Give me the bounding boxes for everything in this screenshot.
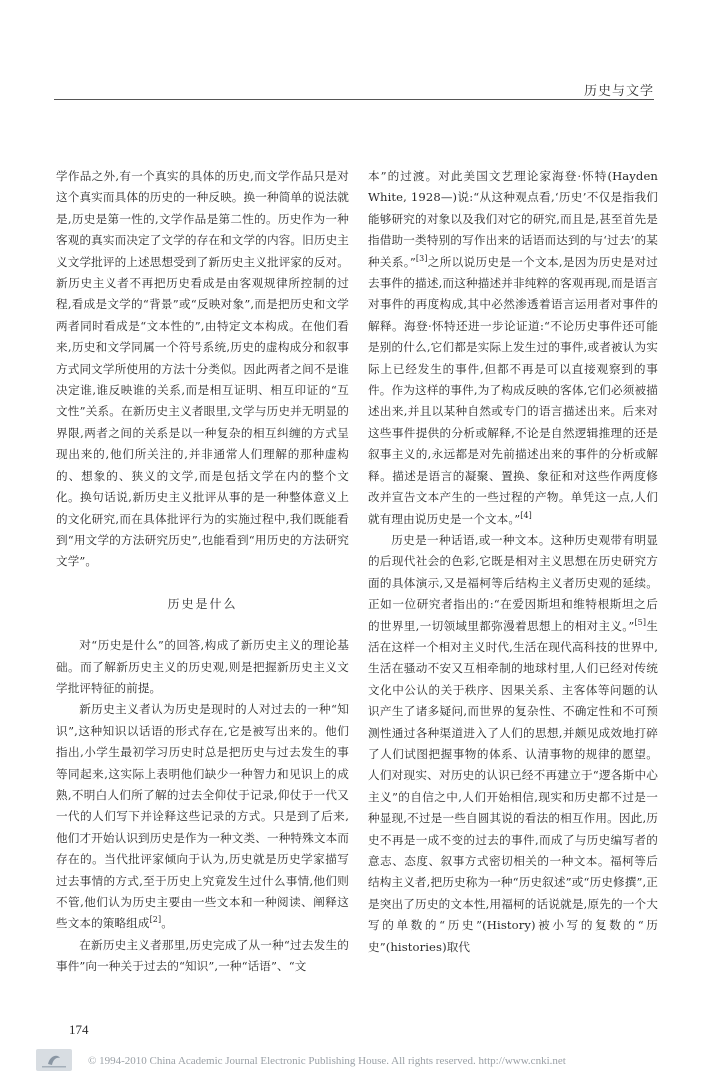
right-paragraph-2-text-a: 历史是一种话语,或一种文本。这种历史观带有明显的后现代社会的色彩,它既是相对主义思想在历史研究方面的具体演示,又是福柯等后结构主义者历史观的延续。正如一位研究者指出的:“在爱因斯坦和维特根斯坦之后的世界里,一切领域里都弥漫着思想上的相对主义。” (368, 532, 658, 633)
left-column (56, 166, 349, 978)
left-paragraph-3-end: 。 (161, 916, 173, 931)
page-number: 174 (69, 1022, 89, 1037)
header-rule (54, 99, 654, 100)
right-paragraph-1-text-b: 之所以说历史是一个文本,是因为历史是对过去事件的描述,而这种描述并非纯粹的客观再现,而是语言对事件的再度构成,其中必然渗透着语言运用者对事件的解释。海登·怀特还进一步论证道:“不论历史事件还可能是别的什么,它们都是实际上发生过的事件,或者被认为实际上已经发生的事件,但都不再是可以直接观察到的事件。作为这样的事件,为了构成反映的客体,它们必须被描述出来,并且以某种自然或专门的语言描述出来。后来对这些事件提供的分析或解释,不论是自然逻辑推理的还是叙事主义的,永远都是对先前描述出来的事件的分析或解释。描述是语言的凝聚、置换、象征和对这些作两度修改并宣告文本产生的一些过程的产物。单凭这一点,人们就有理由说历史是一个文本。” (368, 254, 658, 526)
left-paragraph-4: 在新历史主义者那里,历史完成了从一种“过去发生的事件”向一种关于过去的“知识”,一种“话语”、“文 (56, 937, 349, 974)
section-heading: 历史是什么 (167, 596, 238, 611)
citation-5: [5] (634, 617, 647, 627)
right-paragraph-2 (368, 530, 658, 958)
right-column (368, 166, 658, 958)
right-paragraph-1 (368, 166, 658, 530)
citation-2: [2] (149, 915, 162, 925)
left-paragraph-1: 学作品之外,有一个真实的具体的历史,而文学作品只是对这个真实而具体的历史的一种反映。换一种简单的说法就是,历史是第一性的,文学作品是第二性的。历史作为一种客观的真实而决定了文学的存在和文学的内容。旧历史主义文学批评的上述思想受到了新历史主义批评家的反对。新历史主义者不再把历史看成是由客观规律所控制的过程,看成是文学的“背景”或“反映对象”,而是把历史和文学两者同时看成是“文本性的”,由特定文本构成。在他们看来,历史和文学同属一个符号系统,历史的虚构成分和叙事方式同文学所使用的方法十分类似。因此两者之间不是谁决定谁,谁反映谁的关系,而是相互证明、相互印证的“互文性”关系。在新历史主义者眼里,文学与历史并无明显的界限,两者之间的关系是以一种复杂的相互纠缠的方式呈现出来的,他们所关注的,并非通常人们理解的那种虚构的、想象的、狭义的文学,而是包括文学在内的整个文化。换句话说,新历史主义批评从事的是一种整体意义上的文化研究,而在具体批评行为的实施过程中,我们既能看到“用文学的方法研究历史”,也能看到“用历史的方法研究文学”。 (56, 169, 349, 569)
right-paragraph-2-text-b: 生活在这样一个相对主义时代,生活在现代高科技的世界中,生活在骚动不安又互相牵制的地球村里,人们已经对传统文化中公认的关于秩序、因果关系、主客体等问题的认识产生了诸多疑问,而世界的复杂性、不确定性和不可预测性通过各种渠道进入了人们的思想,并颇见成效地打碎了人们试图把握事物的体系、认清事物的规律的愿望。人们对现实、对历史的认识已经不再建立于“逻各斯中心主义”的自信之中,人们开始相信,现实和历史都不过是一种显现,不过是一些自圆其说的看法的相互作用。因此,历史不再是一成不变的过去的事件,而成了与历史编写者的意志、态度、叙事方式密切相关的一种文本。福柯等后结构主义者,把历史称为一种“历史叙述”或“历史修撰”,正是突出了历史的文本性,用福柯的话说就是,原先的一个大写的单数的“历史”(History)被小写的复数的“历史”(histories)取代 (368, 618, 658, 954)
left-paragraph-2: 对“历史是什么”的回答,构成了新历史主义的理论基础。而了解新历史主义的历史观,则是把握新历史主义文学批评特征的前提。 (56, 638, 349, 695)
citation-3: [3] (415, 253, 428, 263)
left-paragraph-3-text: 新历史主义者认为历史是现时的人对过去的一种“知识”,这种知识以话语的形式存在,它是被写出来的。他们指出,小学生最初学习历史时总是把历史与过去发生的事等同起来,这实际上表明他们缺少一种智力和见识上的成熟,不明白人们所了解的过去全仰仗于记录,仰仗于一代又一代的人们写下并诠释这些记录的方式。只是到了后来,他们才开始认识到历史是作为一种文类、一种特殊文本而存在的。当代批评家倾向于认为,历史就是历史学家描写过去事情的方式,至于历史上究竟发生过什么事情,他们则不管,他们认为历史主要由一些文本和一种阅读、阐释这些文本的策略组成 (56, 702, 349, 931)
copyright-footer: © 1994-2010 China Academic Journal Electronic Publishing House. All rights reserved. http://www.cnki.net (88, 1055, 566, 1067)
left-paragraph-3 (56, 699, 349, 934)
running-head: 历史与文学 (583, 84, 654, 99)
citation-4: [4] (520, 510, 532, 520)
cajd-logo-icon (36, 1049, 72, 1071)
right-paragraph-1-text-a: 本”的过渡。对此美国文艺理论家海登·怀特(Hayden White, 1928—)说:“从这种观点看,‘历史’不仅是指我们能够研究的对象以及我们对它的研究,而且是,甚至首先是指借助一类特别的写作出来的话语而达到的与‘过去’的某种关系。” (368, 169, 658, 269)
